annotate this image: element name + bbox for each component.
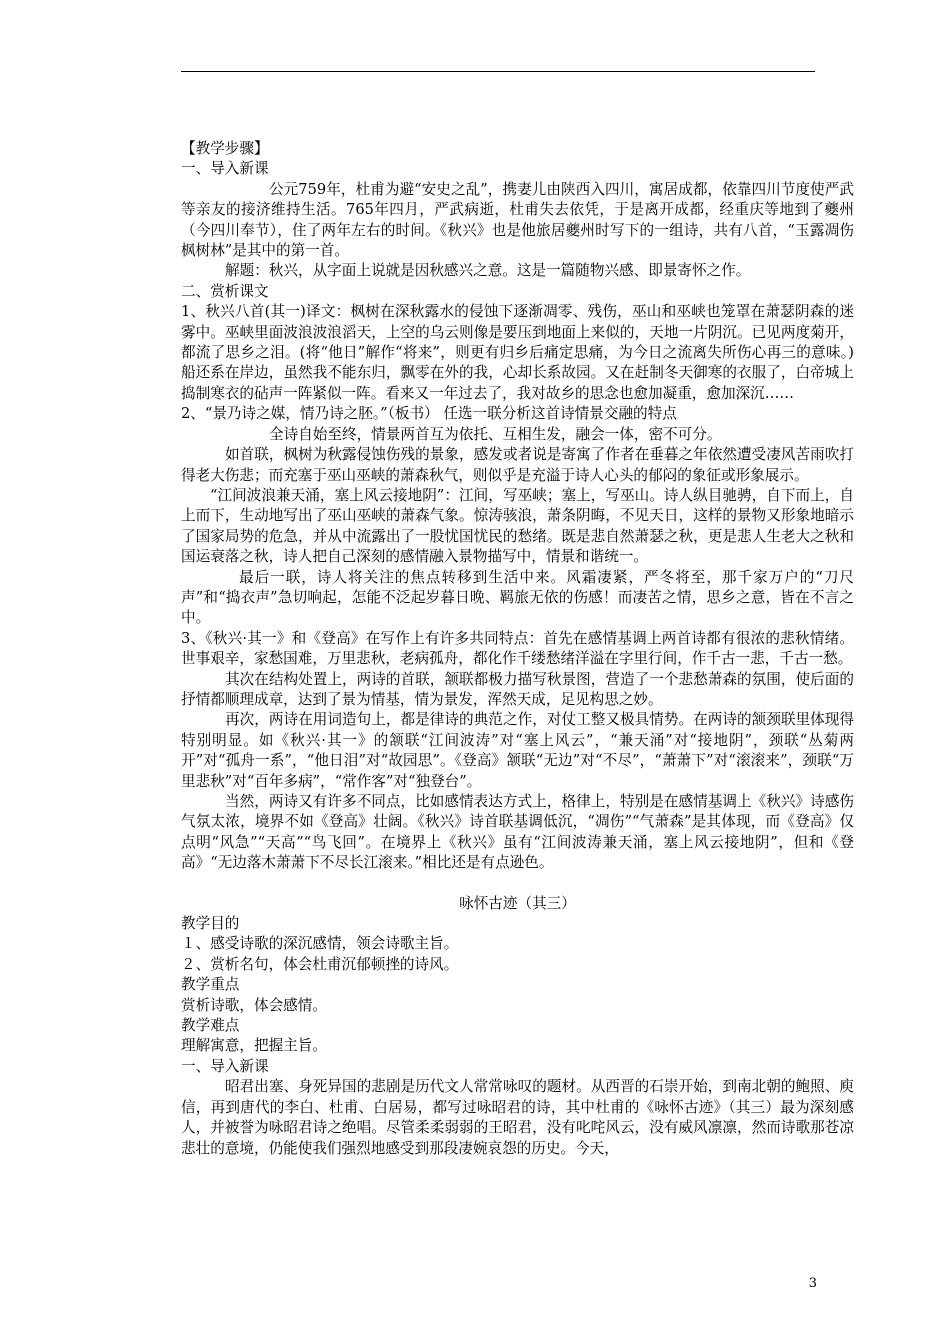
section-heading: 教学重点 (181, 976, 240, 994)
paragraph: 最后一联，诗人将关注的焦点转移到生活中来。风霜凄紧，严冬将至，那千家万户的“刀尺声”和“捣衣声”急切响起，怎能不泛起岁暮日晚、羁旅无依的伤感！而凄苦之情，思乡之意，皆在不言之中。 (181, 568, 854, 627)
list-item: １、感受诗歌的深沉感情，领会诗歌主旨。 (181, 935, 459, 953)
paragraph: 公元759年，杜甫为避“安史之乱”，携妻儿由陕西入四川，寓居成都，依靠四川节度使严武等亲友的接济维持生活。765年四月，严武病逝，杜甫失去依凭，于是离开成都，经重庆等地到了夔州（今四川奉节），住了两年左右的时间。《秋兴》也是他旅居夔州时写下的一组诗，共有八首，“玉露凋伤枫树林”是其中的第一首。 (181, 180, 854, 260)
section-heading: 一、导入新课 (181, 1057, 269, 1075)
paragraph: 赏析诗歌，体会感情。 (181, 996, 327, 1014)
paragraph: 1、秋兴八首(其一)译文：枫树在深秋露水的侵蚀下逐渐凋零、残伤，巫山和巫峡也笼罩在萧瑟阴森的迷雾中。巫峡里面波浪波浪滔天，上空的乌云则像是要压到地面上来似的，天地一片阴沉。已见两度菊开，都流了思乡之泪。(将“他日”解作“将来”，则更有归乡后痛定思痛，为今日之流离失所伤心再三的意味。)船还系在岸边，虽然我不能东归，飘零在外的我，心却长系故园。又在赶制冬天御寒的衣服了，白帝城上捣制寒衣的砧声一阵紧似一阵。看来又一年过去了，我对故乡的思念也愈加凝重，愈加深沉…… (181, 303, 854, 402)
paragraph: 全诗自始至终，情景两首互为依托、互相生发，融会一体，密不可分。 (269, 425, 722, 443)
list-item: ２、赏析名句，体会杜甫沉郁顿挫的诗风。 (181, 955, 459, 973)
heading-teaching-steps: 【教学步骤】 (181, 140, 269, 157)
paragraph: “江间波浪兼天涌，塞上风云接地阴”：江间，写巫峡；塞上，写巫山。诗人纵目驰骋，自下而上，自上而下，生动地写出了巫山巫峡的萧森气象。惊涛骇浪，萧条阴晦，不见天日，这样的景物又形象地暗示了国家局势的危急，并从中流露出了一股忧国忧民的愁绪。既是悲自然萧瑟之秋，更是悲人生老大之秋和国运衰落之秋，诗人把自己深刻的感情融入景物描写中，情景和谐统一。 (181, 486, 854, 566)
paragraph: 理解寓意，把握主旨。 (181, 1037, 327, 1055)
paragraph: 昭君出塞、身死异国的悲剧是历代文人常常咏叹的题材。从西晋的石崇开始，到南北朝的鲍照、庾信，再到唐代的李白、杜甫、白居易，都写过咏昭君的诗，其中杜甫的《咏怀古迹》（其三）最为深刻感人，并被誉为咏昭君诗之绝唱。尽管柔柔弱弱的王昭君，没有叱咤风云，没有威风凛凛，然而诗歌那苍凉悲壮的意境，仍能使我们强烈地感受到那段凄婉哀怨的历史。今天， (181, 1078, 854, 1157)
paragraph: 其次在结构处置上，两诗的首联，颔联都极力描写秋景图，营造了一个悲愁萧森的氛围，使后面的抒情都顺理成章，达到了景为情基，情为景发，浑然天成，足见构思之妙。 (181, 670, 854, 708)
paragraph: 2、“景乃诗之媒，情乃诗之胚。”（板书） 任选一联分析这首诗情景交融的特点 (181, 405, 677, 423)
paragraph: 解题：秋兴，从字面上说就是因秋感兴之意。这是一篇随物兴感、即景寄怀之作。 (225, 262, 751, 280)
section-heading: 教学难点 (181, 1017, 240, 1035)
page-number: 3 (808, 1276, 817, 1291)
paragraph: 再次，两诗在用词造句上，都是律诗的典范之作，对仗工整又极具情势。在两诗的颔颈联里体现得特别明显。如《秋兴·其一》的颔联“江间波涛”对“塞上风云”，“兼天涌”对“接地阴”，颈联“丛菊两开”对“孤舟一系”，“他日泪”对“故园思”。《登高》颔联“无边”对“不尽”，“萧萧下”对“滚滚来”，颈联“万里悲秋”对“百年多病”，“常作客”对“独登台”。 (181, 711, 854, 790)
paragraph: 当然，两诗又有许多不同点，比如感情表达方式上，格律上，特别是在感情基调上《秋兴》诗感伤气氛太浓，境界不如《登高》壮阔。《秋兴》诗首联基调低沉，“凋伤”“气萧森”是其体现，而《登高》仅点明“风急”“天高”“鸟飞回”。在境界上《秋兴》虽有“江间波涛兼天涌，塞上风云接地阴”，但和《登高》“无边落木萧萧下不尽长江滚来。”相比还是有点逊色。 (181, 793, 854, 872)
header-rule (181, 71, 815, 72)
section-heading: 一、导入新课 (181, 160, 269, 178)
poem-title: 咏怀古迹（其三） (459, 894, 576, 912)
document-body (181, 139, 854, 1159)
paragraph: 3、《秋兴·其一》和《登高》在写作上有许多共同特点：首先在感情基调上两首诗都有很浓的悲秋情绪。世事艰辛，家愁国难，万里悲秋，老病孤舟，都化作千缕愁绪洋溢在字里行间，作千古一悲，千古一愁。 (181, 629, 854, 668)
paragraph: 如首联，枫树为秋露侵蚀伤残的景象，感发或者说是寄寓了作者在垂暮之年依然遭受凄风苦雨吹打得老大伤悲；而充塞于巫山巫峡的萧森秋气，则似乎是充溢于诗人心头的郁闷的象征或形象展示。 (181, 446, 854, 484)
section-heading: 二、赏析课文 (181, 282, 269, 300)
section-heading: 教学目的 (181, 915, 240, 933)
